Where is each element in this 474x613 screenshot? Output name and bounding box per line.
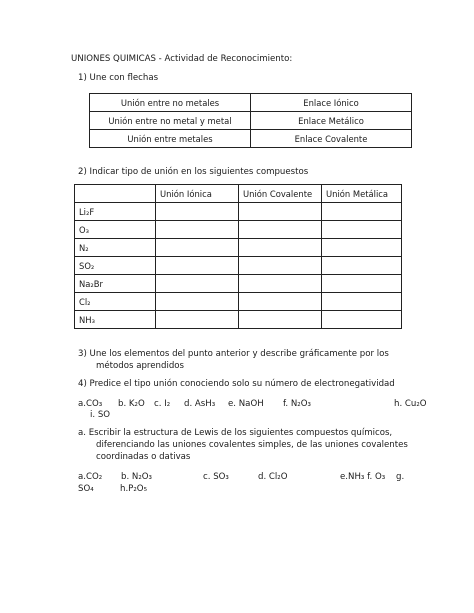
lewis-item: c. SO₃ <box>203 472 229 482</box>
section-a-line-3: coordinadas o dativas <box>96 452 191 462</box>
table-row <box>75 221 402 239</box>
table-row <box>75 257 402 275</box>
section-a-line-2: diferenciando las uniones covalentes simples, de las uniones covalentes <box>96 440 408 450</box>
answer-cell[interactable] <box>156 203 239 221</box>
answer-cell[interactable] <box>322 257 402 275</box>
table-cell: Enlace Covalente <box>251 130 412 148</box>
answer-cell[interactable] <box>322 293 402 311</box>
answer-cell[interactable] <box>322 203 402 221</box>
document-title: UNIONES QUIMICAS - Actividad de Reconocimiento: <box>71 54 293 64</box>
table-row <box>90 94 412 112</box>
question-3-line-1: 3) Une los elementos del punto anterior y describe gráficamente por los <box>78 349 389 359</box>
lewis-item: SO₄ <box>78 484 94 494</box>
answer-cell[interactable] <box>322 239 402 257</box>
table-header-row <box>75 185 402 203</box>
compound-cell: SO₂ <box>75 257 156 275</box>
answer-cell[interactable] <box>322 221 402 239</box>
lewis-item: a.CO₂ <box>78 472 103 482</box>
section-a-line-1: a. Escribir la estructura de Lewis de los siguientes compuestos químicos, <box>78 428 393 438</box>
lewis-item: b. N₂O₃ <box>121 472 153 482</box>
compound-cell: Na₂Br <box>75 275 156 293</box>
compound-cell: O₃ <box>75 221 156 239</box>
compound-cell: NH₃ <box>75 311 156 329</box>
lewis-item: h.P₂O₅ <box>120 484 148 494</box>
table-row <box>75 275 402 293</box>
q4-item: c. I₂ <box>154 399 171 409</box>
answer-cell[interactable] <box>239 275 322 293</box>
question-4-label: 4) Predice el tipo unión conociendo solo su número de electronegatividad <box>78 379 395 389</box>
answer-cell[interactable] <box>156 239 239 257</box>
table-row <box>90 130 412 148</box>
answer-cell[interactable] <box>239 221 322 239</box>
answer-cell[interactable] <box>156 293 239 311</box>
compounds-table <box>74 184 402 329</box>
lewis-item: d. Cl₂O <box>258 472 288 482</box>
answer-cell[interactable] <box>239 293 322 311</box>
question-3-line-2: métodos aprendidos <box>96 361 185 371</box>
answer-cell[interactable] <box>156 257 239 275</box>
table-cell: Unión entre no metales <box>90 94 251 112</box>
table-cell: Enlace Metálico <box>251 112 412 130</box>
answer-cell[interactable] <box>322 311 402 329</box>
table-header-cell: Unión Metálica <box>322 185 402 203</box>
q4-item: e. NaOH <box>228 399 264 409</box>
q4-item: f. N₂O₃ <box>283 399 311 409</box>
q4-item: d. AsH₃ <box>184 399 216 409</box>
answer-cell[interactable] <box>239 239 322 257</box>
lewis-item: g. <box>396 472 405 482</box>
answer-cell[interactable] <box>322 275 402 293</box>
table-row <box>75 311 402 329</box>
answer-cell[interactable] <box>239 257 322 275</box>
table-header-cell: Unión Covalente <box>239 185 322 203</box>
answer-cell[interactable] <box>239 311 322 329</box>
answer-cell[interactable] <box>156 221 239 239</box>
table-row <box>75 203 402 221</box>
table-cell: Unión entre metales <box>90 130 251 148</box>
table-header-cell: Unión Iónica <box>156 185 239 203</box>
table-header-cell <box>75 185 156 203</box>
matching-table <box>89 93 412 148</box>
question-1-label: 1) Une con flechas <box>78 73 159 83</box>
compound-cell: Li₂F <box>75 203 156 221</box>
question-2-label: 2) Indicar tipo de unión en los siguientes compuestos <box>78 167 309 177</box>
compound-cell: N₂ <box>75 239 156 257</box>
answer-cell[interactable] <box>239 203 322 221</box>
lewis-item: e.NH₃ f. O₃ <box>340 472 386 482</box>
table-row <box>75 293 402 311</box>
q4-item: a.CO₃ <box>78 399 103 409</box>
table-row <box>75 239 402 257</box>
q4-item: b. K₂O <box>118 399 145 409</box>
answer-cell[interactable] <box>156 275 239 293</box>
table-cell: Unión entre no metal y metal <box>90 112 251 130</box>
table-cell: Enlace Iónico <box>251 94 412 112</box>
answer-cell[interactable] <box>156 311 239 329</box>
q4-item: i. SO <box>90 410 111 420</box>
compound-cell: Cl₂ <box>75 293 156 311</box>
q4-item: h. Cu₂O <box>394 399 427 409</box>
table-row <box>90 112 412 130</box>
